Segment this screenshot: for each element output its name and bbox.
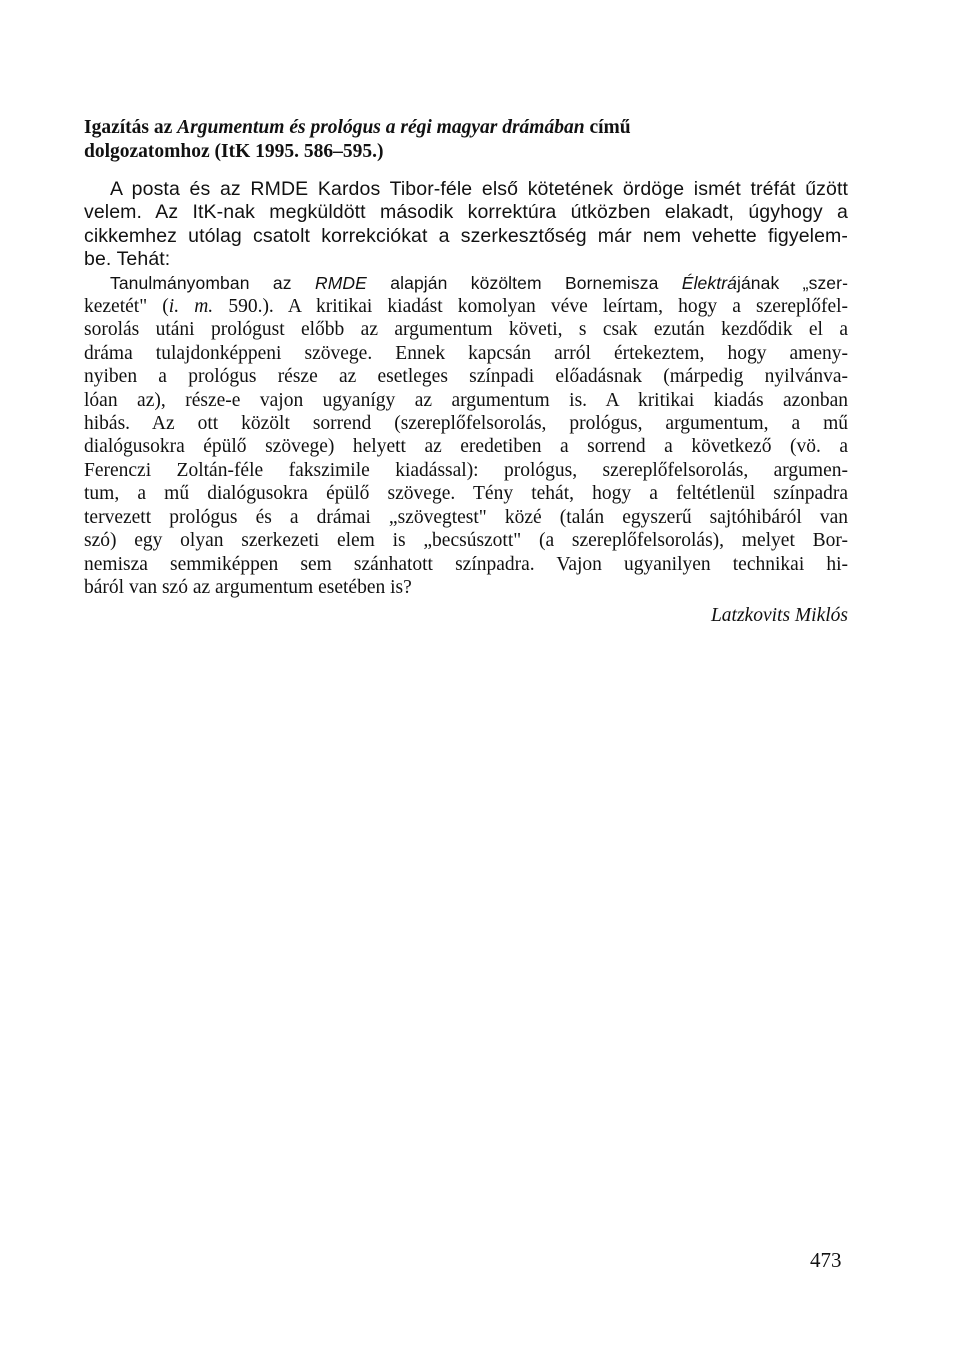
article <box>84 116 848 627</box>
author-signature: Latzkovits Miklós <box>710 605 848 627</box>
italic-span: RMDE <box>314 272 367 293</box>
italic-span: i. m. <box>168 296 214 318</box>
text-span: 590.). A kritikai kiadást komolyan véve leírtam, hogy a szereplőfel- <box>213 296 849 318</box>
text-line: dráma tulajdonképpeni szövege. Ennek kapcsán arról értekeztem, hogy ameny- <box>84 342 848 364</box>
text-line: velem. Az ItK-nak megküldött második korrektúra útközben elakadt, úgyhogy a <box>84 201 848 224</box>
text-line: Ferenczi Zoltán-féle fakszimile kiadással): prológus, szereplőfelsorolás, argumen- <box>84 459 848 481</box>
article-title <box>84 116 848 164</box>
text-span: alapján közöltem Bornemisza <box>366 272 682 293</box>
text-line: tervezett prológus és a drámai „szövegtest" közé (talán egyszerű sajtóhibáról van <box>84 506 848 528</box>
title-italic: Argumentum és prológus a régi magyar drámában <box>177 117 585 138</box>
italic-span: Élektrá <box>681 272 737 293</box>
text-line: be. Tehát: <box>84 248 171 271</box>
text-line: nyiben a prológus része az esetleges színpadi előadásnak (márpedig nyilvánva- <box>84 366 848 388</box>
text-line <box>84 295 848 318</box>
text-line: A posta és az RMDE Kardos Tibor-féle első kötetének ördöge ismét tréfát űzött <box>110 178 848 200</box>
text-line: hibás. Az ott közölt sorrend (szereplőfelsorolás, prológus, argumentum, a mű <box>84 413 848 435</box>
text-line: szó) egy olyan szerkezeti elem is „becsúszott" (a szereplőfelsorolás), melyet Bor- <box>84 530 848 552</box>
text-line: cikkemhez utólag csatolt korrekciókat a szerkesztőség már nem vehette figyelem- <box>84 224 848 247</box>
title-part2: című <box>584 117 631 138</box>
title-part1: Igazítás az <box>84 117 178 138</box>
text-span: kezetét" ( <box>84 296 169 318</box>
text-span: Tanulmányomban az <box>110 272 315 293</box>
paragraph-1 <box>84 178 848 272</box>
text-line: lóan az), része-e vajon ugyanígy az argumentum is. A kritikai kiadás azonban <box>84 389 848 411</box>
title-line2: dolgozatomhoz (ItK 1995. 586–595.) <box>84 141 384 162</box>
text-line: tum, a mű dialógusokra épülő szövege. Tény tehát, hogy a feltétlenül színpadra <box>84 483 848 505</box>
text-line: sorolás utáni prológust előbb az argumentum követi, s csak ezután kezdődik el a <box>84 319 848 341</box>
text-line: báról van szó az argumentum esetében is? <box>84 576 412 598</box>
text-line <box>84 272 848 295</box>
text-span: jának „szer- <box>736 272 848 293</box>
page-number: 473 <box>810 1248 842 1272</box>
paragraph-2 <box>84 272 848 600</box>
text-line: nemisza semmiképpen sem szánhatott színpadra. Vajon ugyanilyen technikai hi- <box>84 553 848 575</box>
text-line: dialógusokra épülő szövege) helyett az eredetiben a sorrend a következő (vö. a <box>84 436 848 458</box>
